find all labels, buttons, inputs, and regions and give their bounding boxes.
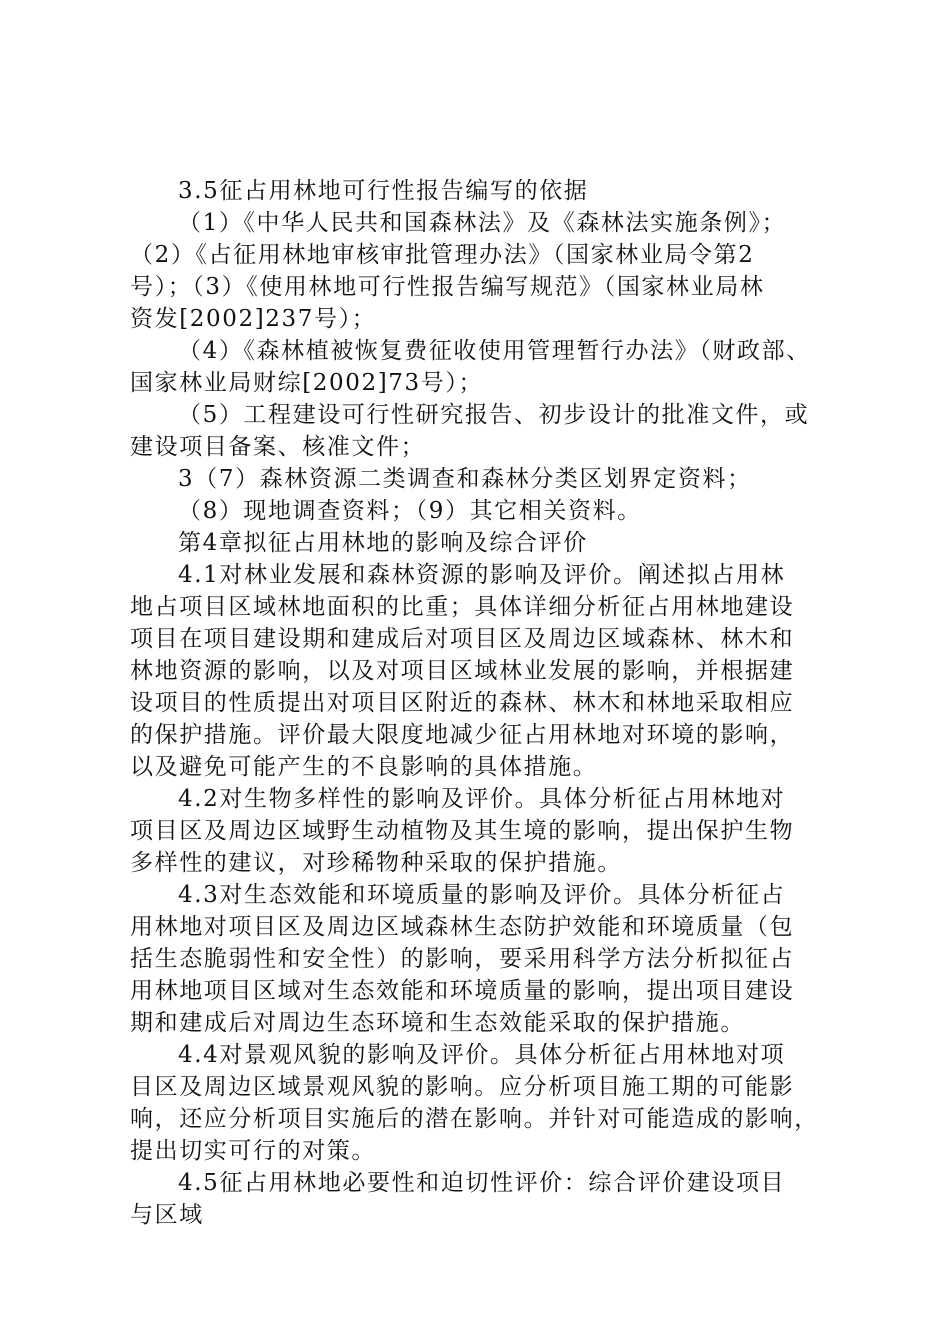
section-heading-3-5: 3.5征占用林地可行性报告编写的依据 (178, 178, 589, 204)
body-line: 4.3对生态效能和环境质量的影响及评价。具体分析征占 (178, 882, 786, 908)
body-line: 3（7）森林资源二类调查和森林分类区划界定资料； (178, 466, 752, 492)
body-line: 号）；（3）《使用林地可行性报告编写规范》（国家林业局林 (130, 274, 765, 300)
body-line: 目区及周边区域景观风貌的影响。应分析项目施工期的可能影 (130, 1074, 795, 1100)
body-line: 项目在项目建设期和建成后对项目区及周边区域森林、林木和 (130, 626, 795, 652)
body-line: 与区域 (130, 1202, 204, 1228)
body-line: 用林地对项目区及周边区域森林生态防护效能和环境质量（包 (130, 914, 795, 940)
body-line: 4.5征占用林地必要性和迫切性评价：综合评价建设项目 (178, 1170, 786, 1196)
body-line: 括生态脆弱性和安全性）的影响，要采用科学方法分析拟征占 (130, 946, 795, 972)
body-line: 期和建成后对周边生态环境和生态效能采取的保护措施。 (130, 1010, 745, 1036)
body-line: 的保护措施。评价最大限度地减少征占用林地对环境的影响， (130, 722, 795, 748)
body-line: 以及避免可能产生的不良影响的具体措施。 (130, 754, 598, 780)
body-line: 项目区及周边区域野生动植物及其生境的影响，提出保护生物 (130, 818, 795, 844)
body-line: 用林地项目区域对生态效能和环境质量的影响，提出项目建设 (130, 978, 795, 1004)
body-line: 提出切实可行的对策。 (130, 1138, 376, 1164)
body-line: （5）工程建设可行性研究报告、初步设计的批准文件，或 (178, 402, 810, 428)
body-line: 地占项目区域林地面积的比重；具体详细分析征占用林地建设 (130, 594, 795, 620)
body-line: 4.2对生物多样性的影响及评价。具体分析征占用林地对 (178, 786, 786, 812)
body-line: （8）现地调查资料；（9）其它相关资料。 (178, 498, 642, 524)
body-line: （1）《中华人民共和国森林法》及《森林法实施条例》； (178, 210, 787, 236)
body-line: 4.4对景观风貌的影响及评价。具体分析征占用林地对项 (178, 1042, 786, 1068)
body-line: 资发[2002]237号）； (130, 306, 377, 332)
chapter-heading-4: 第4章拟征占用林地的影响及综合评价 (178, 530, 588, 556)
body-line: （4）《森林植被恢复费征收使用管理暂行办法》（财政部、 (178, 338, 811, 364)
body-line: 多样性的建议，对珍稀物种采取的保护措施。 (130, 850, 622, 876)
body-line: 响，还应分析项目实施后的潜在影响。并针对可能造成的影响， (130, 1106, 819, 1132)
body-line: 4.1对林业发展和森林资源的影响及评价。阐述拟占用林 (178, 562, 786, 588)
body-line: 林地资源的影响，以及对项目区域林业发展的影响，并根据建 (130, 658, 795, 684)
body-line: 建设项目备案、核准文件； (130, 434, 426, 460)
body-line: 国家林业局财综[2002]73号）； (130, 370, 484, 396)
body-line: 设项目的性质提出对项目区附近的森林、林木和林地采取相应 (130, 690, 795, 716)
body-line: （2）《占征用林地审核审批管理办法》（国家林业局令第2 (130, 242, 755, 268)
